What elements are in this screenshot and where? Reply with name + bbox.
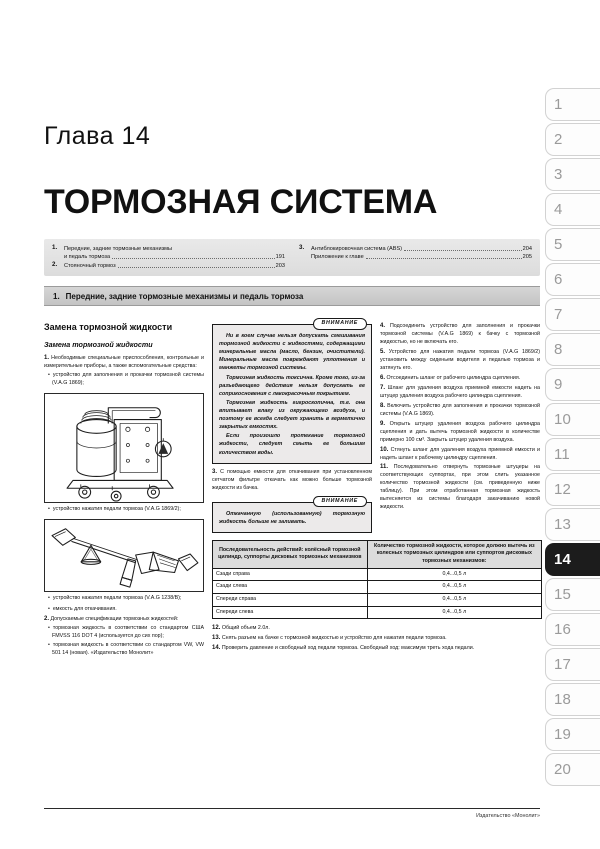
chapter-tab-label: 17 [554,656,572,673]
paragraph-number: 3. [212,468,218,475]
toc-text: Передние, задние тормозные механизмы [64,245,173,252]
toc-entry[interactable] [299,253,532,261]
chapter-tab-label: 15 [554,586,572,603]
toc-leader-dots [404,250,522,251]
attention-text: Откачанную (использованную) тормозную жидкость больше не заливать. [219,510,365,525]
table-cell-position: Спереди слева [213,606,368,619]
chapter-tab-label: 13 [554,516,572,533]
figure-caption-2: • устройство нажатия педали тормоза (V.A.G 1238/B); [44,595,204,603]
paragraph-2 [44,615,204,624]
paragraph-9 [380,420,540,445]
paragraph-6 [380,374,540,383]
table-cell-position: Сзади справа [213,568,368,581]
paragraph-number: 2. [44,615,50,622]
section-header-band [44,286,540,306]
attention-text: Ни в коем случае нельзя допускать смешивания тормозной жидкости с жидкостями, содержащими минеральные масла (масло, бензин, очистители). Минеральные масла повреждают уплотнения и манжеты тормозной системы. [219,333,365,372]
bullet-item: • устройство для заполнения и прокачки тормозной системы (V.A.G 1869); [44,372,204,388]
paragraph-number: 10. [380,446,389,453]
paragraph-text: Устройство для нажатия педали тормоза (V.A.G 1869/2) установить между сиденьем водителя и педалью тормоза и затянуть его. [380,348,540,371]
chapter-tab-17[interactable] [545,648,600,681]
paragraph-number: 9. [380,420,386,427]
toc-column-left [52,244,285,270]
toc-page: 191 [275,253,285,260]
article-body [44,322,540,659]
paragraph-number: 14. [212,645,221,652]
figure-brake-filling-unit [44,393,204,503]
paragraph-text: Отсоединить шланг от рабочего цилиндра сцепления. [386,374,521,381]
chapter-tab-label: 8 [554,341,563,358]
paragraph-text: Стянуть шланг для удаления воздуха приемной емкости и надеть шланг к рабочему цилиндру сцепления. [380,446,540,461]
chapter-tab-label: 6 [554,271,563,288]
chapter-tab-7[interactable] [545,298,600,331]
table-column-header-quantity: Количество тормозной жидкости, которое должно вытечь из колесных тормозных цилиндров или суппортов дисковых тормозных механизмов: [367,540,541,568]
paragraph-7 [380,384,540,401]
chapter-tab-label: 2 [554,131,563,148]
table-cell-quantity: 0,4...0,5 л [367,581,541,594]
chapter-tab-label: 18 [554,691,572,708]
chapter-tab-label: 20 [554,761,572,778]
chapter-tab-3[interactable] [545,158,600,191]
chapter-tab-6[interactable] [545,263,600,296]
column-right [380,322,540,659]
toc-page: 203 [275,262,285,269]
paragraph-1 [44,354,204,371]
toc-text: Приложение к главе [311,253,364,260]
paragraph-text: Снять разъем на бачке с тормозной жидкостью и устройство для нажатия педали тормоза. [221,635,447,642]
chapter-tab-label: 9 [554,376,563,393]
brake-filling-unit-illustration [45,394,203,502]
toc-entry-continuation[interactable] [52,253,285,261]
attention-badge: ВНИМАНИЕ [313,318,367,330]
section-number: 1. [53,291,60,301]
chapter-tab-1[interactable] [545,88,600,121]
toc-page: 205 [522,253,532,260]
chapter-tab-label: 5 [554,236,563,253]
chapter-tab-label: 14 [554,551,572,568]
paragraph-number: 8. [380,402,386,409]
toc-entry[interactable] [299,244,532,253]
toc-entry[interactable] [52,244,285,253]
paragraph-number: 11. [380,464,389,471]
chapter-tab-label: 7 [554,306,563,323]
toc-page: 204 [522,245,532,252]
table-of-contents [44,239,540,276]
chapter-tab-16[interactable] [545,613,600,646]
chapter-tab-2[interactable] [545,123,600,156]
paragraph-number: 1. [44,355,50,362]
chapter-tab-8[interactable] [545,333,600,366]
paragraph-text: С помощью емкости для откачивания при установленном сетчатом фильтре откачать как можно больше тормозной жидкости из бачка. [212,468,372,491]
chapter-tab-4[interactable] [545,193,600,226]
figure-pedal-press-device [44,519,204,592]
toc-text: Стояночный тормоз [64,262,116,269]
chapter-tab-19[interactable] [545,718,600,751]
paragraph-number: 7. [380,384,386,391]
bullet-item: • тормозная жидкость в соответствии со стандартом США FMVSS 116 DOT 4 (используется до сих пор); [44,625,204,641]
chapter-tab-label: 4 [554,201,563,218]
toc-leader-dots [366,258,522,259]
left-heading: Замена тормозной жидкости [44,322,173,332]
paragraph-3 [212,468,372,493]
attention-box-1 [212,320,372,464]
table-cell-quantity: 0,4...0,5 л [367,606,541,619]
publisher-name: Издательство «Монолит» [476,813,540,819]
toc-number: 2. [52,261,58,269]
paragraph-text: Общий объем 2.0л. [221,625,270,632]
table-cell-position: Спереди справа [213,594,368,607]
chapter-tab-label: 10 [554,411,572,428]
paragraph-text: Допускаемые спецификации тормозных жидкостей: [50,615,179,622]
paragraph-text: Проверить давление и свободный ход педали тормоза. Свободный ход: максимум треть хода педали. [221,645,475,652]
paragraph-text: Подсоединить устройство для заполнения и прокачки тормозной системы (V.A.G 1869) к бачку с тормозной жидкостью, но не включать его. [380,323,540,345]
paragraph-text: Последовательно отвернуть тормозные штуцеры на соответствующих суппортах, при этом слить указанное количество тормозной жидкости (см. приведенную ниже таблицу). При этом отработанная тормозная жидкость вытесняется из системы благодаря закачиванию новой жидкости. [380,464,540,511]
chapter-tab-label: 1 [554,96,563,113]
chapter-tab-15[interactable] [545,578,600,611]
chapter-tab-label: 19 [554,726,572,743]
paragraph-4 [380,322,540,347]
left-subheading: Замена тормозной жидкости [44,340,153,350]
table-cell-position: Сзади слева [213,581,368,594]
chapter-tab-label: 3 [554,166,563,183]
attention-box-2 [212,497,372,533]
table-cell-quantity: 0,4...0,5 л [367,568,541,581]
chapter-tab-18[interactable] [545,683,600,716]
section-title: Передние, задние тормозные механизмы и педаль тормоза [65,291,304,301]
attention-text: Если произошло протекание тормозной жидкости, следует смыть ее большим количеством воды. [219,433,365,456]
paragraph-number: 13. [212,635,221,642]
page-title: ТОРМОЗНАЯ СИСТЕМА [44,183,438,221]
paragraph-number: 4. [380,323,386,329]
paragraph-number: 5. [380,348,386,355]
chapter-tab-label: 12 [554,481,572,498]
chapter-tab-13[interactable] [545,508,600,541]
paragraph-text: Включить устройство для заполнения и прокачки тормозной системы (V.A.G 1869). [380,402,540,417]
paragraph-text: Открыть штуцер удаления воздуха рабочего цилиндра сцепления и дать вытечь тормозной жидкости в количестве примерно 100 см³. Закрыть штуцер удаления воздуха. [380,420,540,443]
paragraph-number: 12. [212,625,221,632]
chapter-tab-11[interactable] [545,438,600,471]
column-left [44,322,204,659]
bullet-item: • емкость для откачивания. [44,606,204,614]
chapter-label: Глава 14 [44,122,151,150]
toc-text: и педаль тормоза [64,253,111,260]
chapter-tab-label: 11 [554,446,570,463]
bullet-item: • тормозная жидкость в соответствии со стандартом VW, VW 501 14 (новая). «Издательство Монолит» [44,642,204,658]
table-column-header-sequence: Последовательность действий: колёсный тормозной цилиндр, суппорты дисковых тормозных механизмов [213,540,368,568]
paragraph-text: Необходимые специальные приспособления, контрольные и измерительные приборы, а также вспомогательные средства: [44,355,204,370]
attention-badge: ВНИМАНИЕ [313,496,367,508]
attention-text: Тормозная жидкость гигроскопична, т.е. она впитывает влагу из окружающего воздуха, и поэтому ее всегда следует хранить в герметично закрытых емкостях. [219,399,365,431]
toc-text: Антиблокировочная система (ABS) [311,245,403,252]
figure-caption-1: • устройство нажатия педали тормоза (V.A.G 1869/2); [44,506,204,514]
paragraph-11 [380,463,540,512]
chapter-tab-9[interactable] [545,368,600,401]
chapter-tab-20[interactable] [545,753,600,786]
paragraph-5 [380,348,540,373]
chapter-tab-label: 16 [554,621,572,638]
attention-text: Тормозная жидкость токсична. Кроме того, из-за разъедающего действия нельзя допускать ее соприкосновения с лакокрасочным покрытием. [219,374,365,397]
toc-leader-dots [118,267,275,268]
paragraph-text: Шланг для удаления воздуха приемной емкости надеть на штуцер удаления воздуха рабочего цилиндра сцепления. [380,384,540,399]
chapter-tab-5[interactable] [545,228,600,261]
chapter-tab-12[interactable] [545,473,600,506]
toc-number: 1. [52,244,58,251]
table-cell-quantity: 0,4...0,5 л [367,594,541,607]
toc-column-right [299,244,532,270]
toc-leader-dots [112,258,275,259]
paragraph-number: 6. [380,374,386,381]
toc-entry[interactable] [52,261,285,270]
pedal-press-device-illustration [45,520,203,591]
chapter-tab-14-active[interactable] [545,543,600,576]
chapter-tab-10[interactable] [545,403,600,436]
paragraph-8 [380,402,540,419]
toc-number: 3. [299,244,305,251]
chapter-tab-strip [545,88,600,786]
page-footer [44,808,540,819]
paragraph-10 [380,446,540,463]
